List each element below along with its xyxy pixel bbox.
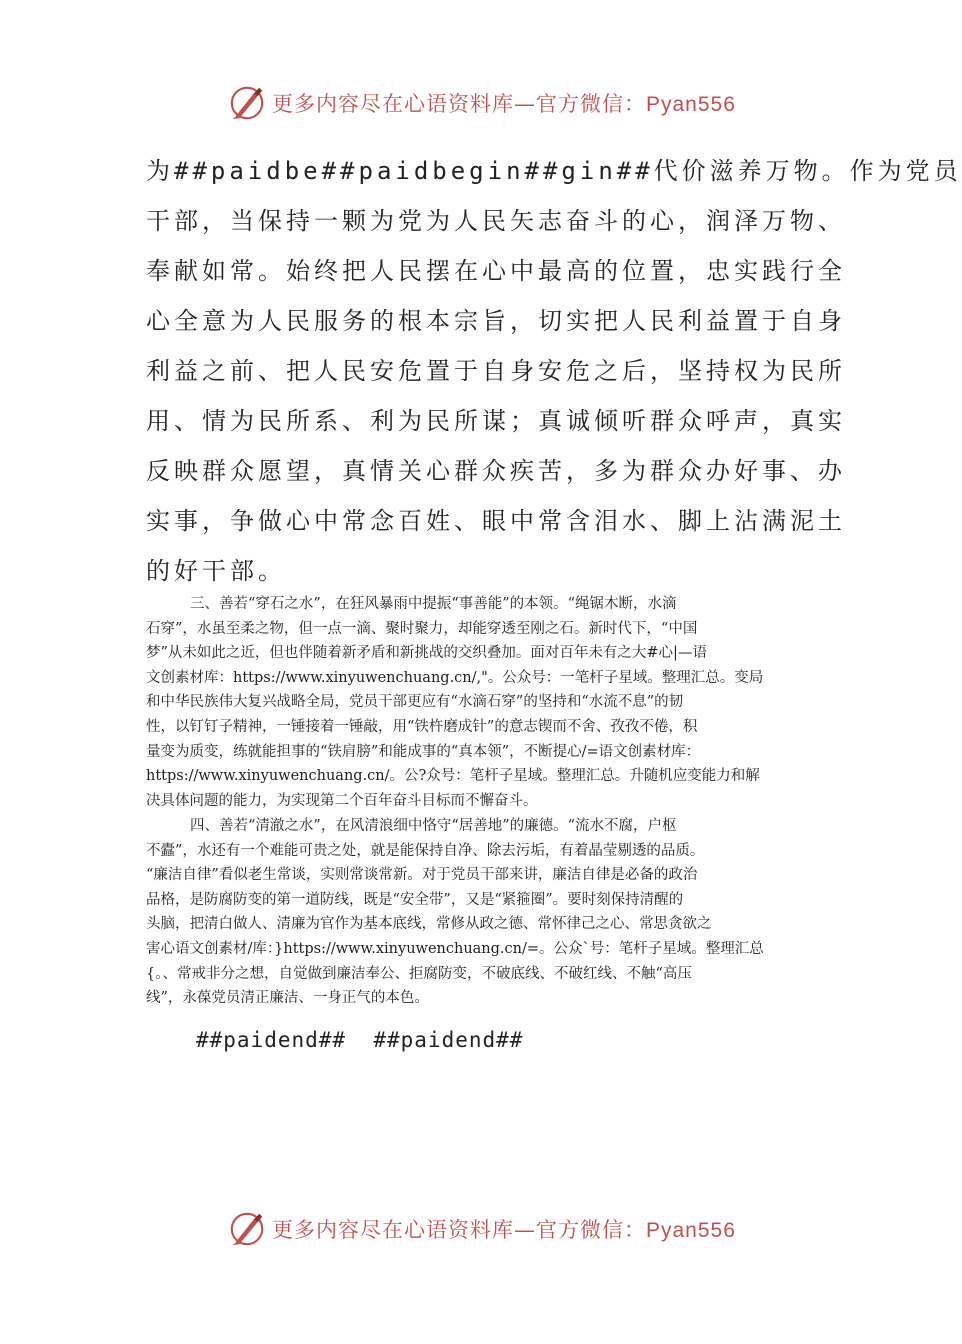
text-line: https://www.xinyuwenchuang.cn/。公?众号：笔杆子星域。整理汇总。升随机应变能力和解 [146,768,760,785]
text-line: 品格，是防腐防变的第一道防线，既是“安全带”，又是“紧箍圈”。要时刻保持清醒的 [146,891,684,908]
end-marker: ##paidend## ##paidend## [196,1028,524,1052]
wechat-id: Pyan556 [646,1219,736,1242]
text-line: 反映群众愿望，真情关心群众疾苦，多为群众办好事、办 [146,457,846,485]
section-four [146,814,806,1011]
text-line: 决具体问题的能力，为实现第二个百年奋斗目标而不懈奋斗。 [146,792,538,809]
text-line: 为##paidbe##paidbegin##gin##代价滋养万物。作为党员 [146,157,962,185]
text-line: 实事，争做心中常念百姓、眼中常含泪水、脚上沾满泥土 [146,507,846,535]
text-line: 量变为质变，练就能担事的“铁肩膀”和能成事的“真本领”，不断提心/=语文创素材库： [146,743,701,760]
text-line: 利益之前、把人民安危置于自身安危之后，坚持权为民所 [146,357,846,385]
text-line: {。、常戒非分之想，自觉做到廉洁奉公、拒腐防变，不破底线、不破红线、不触“高压 [146,965,692,982]
text-line: 四、善若“清澈之水”，在风清浪细中恪守“居善地”的廉德。“流水不腐，户枢 [190,818,677,834]
text-line: 头脑，把清白做人、清廉为官作为基本底线，常修从政之德、常怀律己之心、常思贪欲之 [146,916,712,933]
text-line: 干部，当保持一颗为党为人民矢志奋斗的心，润泽万物、 [146,207,846,235]
pen-logo-icon [228,84,266,122]
text-line: 性，以钉钉子精神，一锤接着一锤敲，用“铁杵磨成针”的意志锲而不舍、孜孜不倦，积 [146,718,698,735]
text-line: 和中华民族伟大复兴战略全局，党员干部更应有“水滴石穿”的坚持和“水流不息”的韧 [146,694,684,711]
banner-text: 更多内容尽在心语资料库—官方微信：Pyan556 [272,1218,736,1242]
footer-banner [228,1208,748,1250]
wechat-id: Pyan556 [646,93,736,116]
text-line: 三、善若“穿石之水”，在狂风暴雨中提振“事善能”的本领。“绳锯木断，水滴 [190,596,677,612]
text-line: 石穿”，水虽至柔之物，但一点一滴、聚时聚力，却能穿透至刚之石。新时代下，“中国 [146,620,698,637]
text-line: 害心语文创素材/库：}https://www.xinyuwenchuang.cn/=。公众`号：笔杆子星域。整理汇总 [146,940,764,957]
paragraph-large [146,146,962,596]
text-line: 奉献如常。始终把人民摆在心中最高的位置，忠实践行全 [146,257,846,285]
text-line: 文创素材库：https://www.xinyuwenchuang.cn/,"。公众号：一笔杆子星域。整理汇总。变局 [146,669,764,686]
text-line: 心全意为人民服务的根本宗旨，切实把人民利益置于自身 [146,307,846,335]
text-line: 用、情为民所系、利为民所谋；真诚倾听群众呼声，真实 [146,407,846,435]
text-line: “廉洁自律”看似老生常谈，实则常谈常新。对于党员干部来讲，廉洁自律是必备的政治 [146,867,698,884]
banner-text: 更多内容尽在心语资料库—官方微信：Pyan556 [272,92,736,116]
header-banner [228,82,748,124]
text-line: 梦”从未如此之近，但也伴随着新矛盾和新挑战的交织叠加。面对百年未有之大#心|—语 [146,645,707,662]
text-line: 不蠹”，水还有一个难能可贵之处，就是能保持自净、除去污垢，有着晶莹剔透的品质。 [146,842,705,859]
pen-logo-icon [228,1210,266,1248]
text-line: 的好干部。 [146,557,286,585]
text-line: 线”，永葆党员清正廉洁、一身正气的本色。 [146,990,429,1007]
section-three [146,592,806,813]
